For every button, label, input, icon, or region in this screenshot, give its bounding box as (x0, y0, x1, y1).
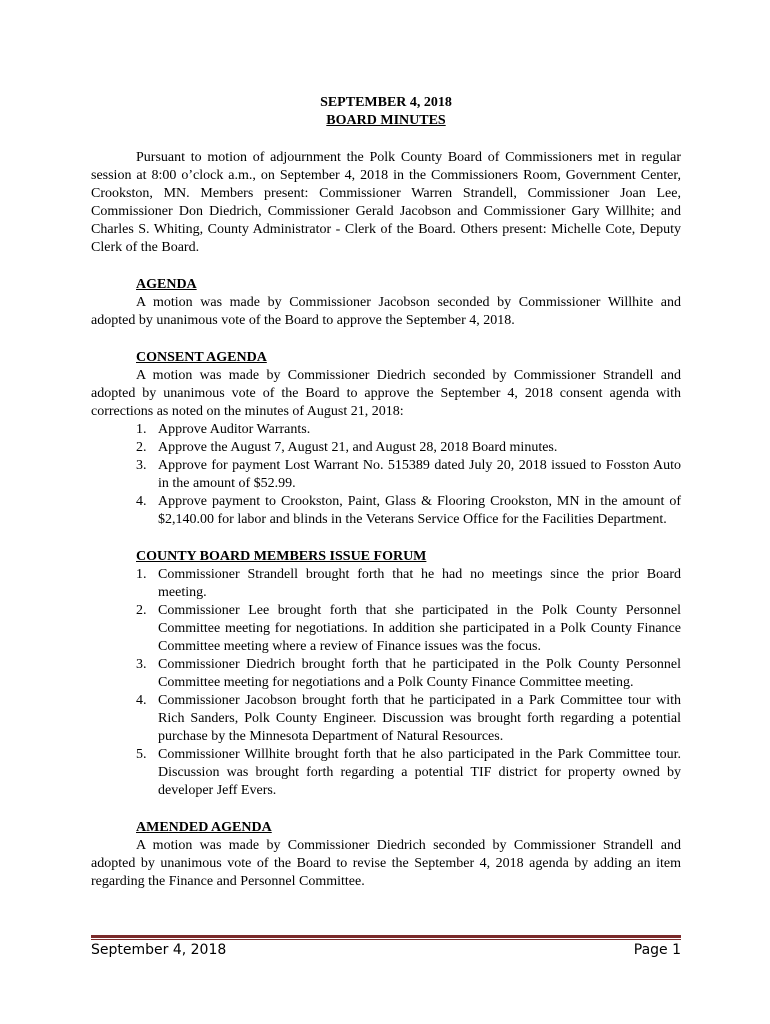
forum-list (91, 566, 681, 800)
list-item-number: 4. (136, 693, 147, 708)
list-item-text: Commissioner Diedrich brought forth that he participated in the Polk County Personnel Committee meeting for negotiations and a Polk County Finance Committee meeting. (158, 657, 681, 690)
footer-date: September 4, 2018 (91, 942, 227, 958)
list-item (91, 493, 681, 529)
list-item (91, 746, 681, 800)
forum-section (91, 548, 681, 800)
list-item (91, 692, 681, 746)
list-item-text: Commissioner Lee brought forth that she participated in the Polk County Personnel Committee meeting for negotiations. In addition she participated in a Polk County Finance Committee meeting where a review of Finance issues was the focus. (158, 603, 681, 654)
date-line: SEPTEMBER 4, 2018 (320, 95, 452, 110)
list-item-number: 3. (136, 458, 147, 473)
list-item-text: Commissioner Jacobson brought forth that he participated in a Park Committee tour with Rich Sanders, Polk County Engineer. Discussion was brought forth regarding a potential purchase by the Minnesota Department of Natural Resources. (158, 693, 681, 744)
agenda-text: A motion was made by Commissioner Jacobson seconded by Commissioner Willhite and adopted by unanimous vote of the Board to approve the September 4, 2018. (91, 295, 681, 328)
consent-agenda-heading: CONSENT AGENDA (136, 350, 267, 365)
document-body (91, 94, 681, 891)
list-item-text: Approve for payment Lost Warrant No. 515389 dated July 20, 2018 issued to Fosston Auto in the amount of $52.99. (158, 458, 681, 491)
doc-title: BOARD MINUTES (326, 113, 446, 128)
list-item-number: 1. (136, 422, 147, 437)
consent-agenda-list (91, 421, 681, 529)
list-item-number: 4. (136, 494, 147, 509)
list-item-number: 2. (136, 440, 147, 455)
amended-agenda-heading: AMENDED AGENDA (136, 820, 272, 835)
list-item (91, 439, 681, 457)
intro-paragraph: Pursuant to motion of adjournment the Polk County Board of Commissioners met in regular session at 8:00 o’clock a.m., on September 4, 2018 in the Commissioners Room, Government Center, Crookston, MN. Members present: Commissioner Warren Strandell, Commissioner Joan Lee, Commissioner Don Diedrich, Commissioner Gerald Jacobson and Commissioner Gary Willhite; and Charles S. Whiting, County Administrator - Clerk of the Board. Others present: Michelle Cote, Deputy Clerk of the Board. (91, 150, 681, 255)
list-item-number: 1. (136, 567, 147, 582)
list-item (91, 421, 681, 439)
forum-heading: COUNTY BOARD MEMBERS ISSUE FORUM (136, 549, 427, 564)
list-item-number: 3. (136, 657, 147, 672)
list-item-text: Approve Auditor Warrants. (158, 422, 311, 437)
list-item-number: 5. (136, 747, 147, 762)
page-number: Page 1 (633, 942, 681, 958)
list-item (91, 566, 681, 602)
list-item (91, 457, 681, 493)
consent-agenda-text: A motion was made by Commissioner Diedrich seconded by Commissioner Strandell and adopted by unanimous vote of the Board to approve the September 4, 2018 consent agenda with corrections as noted on the minutes of August 21, 2018: (91, 368, 681, 419)
amended-agenda-text: A motion was made by Commissioner Diedrich seconded by Commissioner Strandell and adopted by unanimous vote of the Board to revise the September 4, 2018 agenda by adding an item regarding the Finance and Personnel Committee. (91, 838, 681, 889)
agenda-section (91, 276, 681, 330)
amended-agenda-section (91, 819, 681, 891)
agenda-heading: AGENDA (136, 277, 197, 292)
list-item (91, 602, 681, 656)
list-item-text: Approve the August 7, August 21, and August 28, 2018 Board minutes. (158, 440, 558, 455)
list-item (91, 656, 681, 692)
consent-agenda-section (91, 349, 681, 529)
list-item-text: Approve payment to Crookston, Paint, Glass & Flooring Crookston, MN in the amount of $2,140.00 for labor and blinds in the Veterans Service Office for the Facilities Department. (158, 494, 681, 527)
footer-divider (91, 935, 681, 938)
footer-divider-thin (91, 939, 681, 940)
page-footer (91, 942, 681, 958)
list-item-text: Commissioner Strandell brought forth that he had no meetings since the prior Board meeting. (158, 567, 681, 600)
list-item-number: 2. (136, 603, 147, 618)
list-item-text: Commissioner Willhite brought forth that he also participated in the Park Committee tour. Discussion was brought forth regarding a potential TIF district for property owned by developer Jeff Evers. (158, 747, 681, 798)
